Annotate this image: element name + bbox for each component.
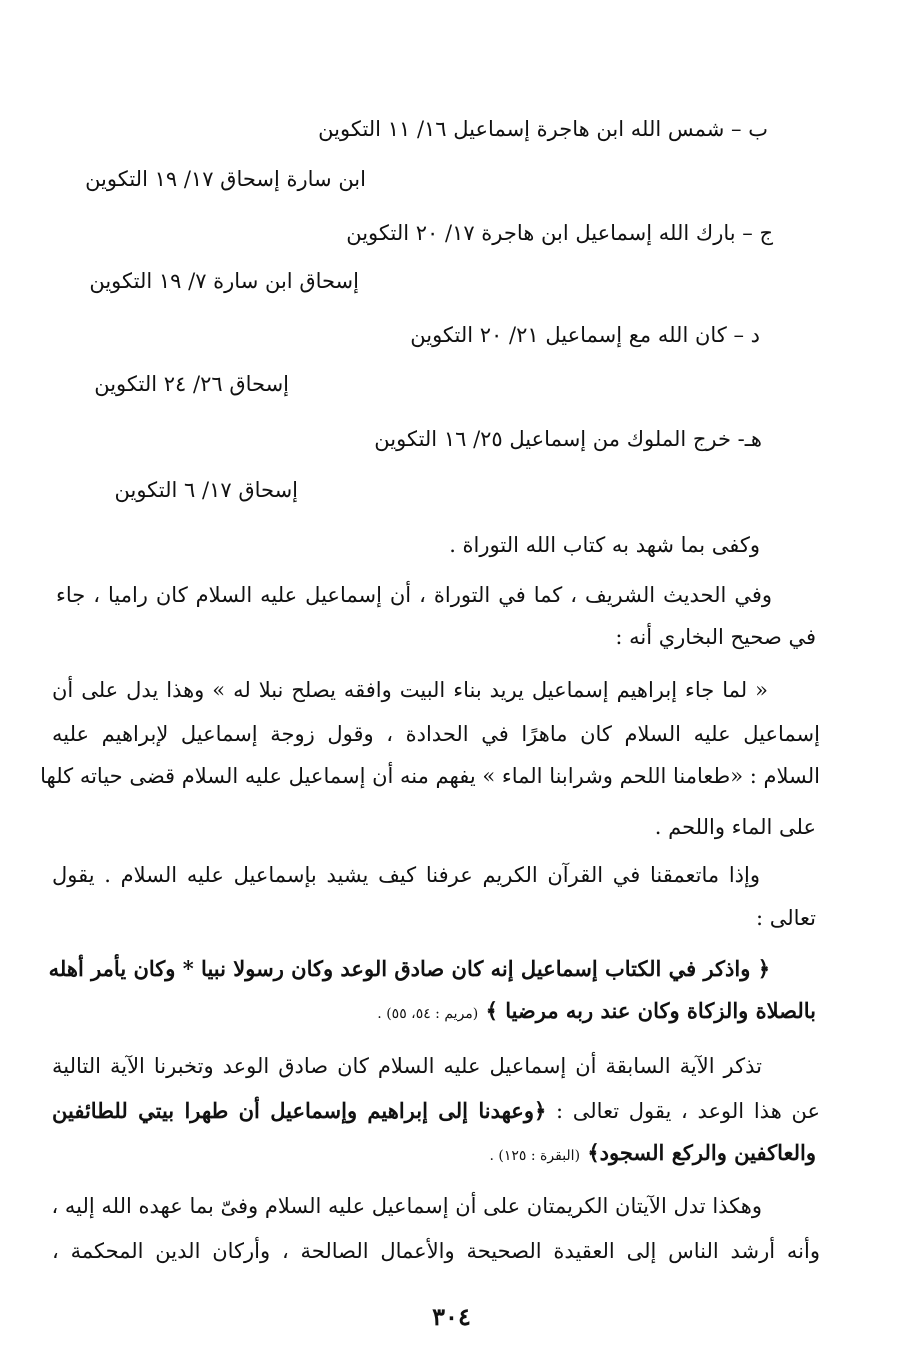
verse-baqarah-reference: (البقرة : ١٢٥) . [489, 1148, 581, 1164]
paragraph-verse-explanation-line-1: تذكر الآية السابقة أن إسماعيل عليه السلام كان صادق الوعد وتخبرنا الآية التالية [52, 1054, 762, 1078]
paragraph-conclusion-line-2: وأنه أرشد الناس إلى العقيدة الصحيحة والأعمال الصالحة ، وأركان الدين المحكمة ، [52, 1239, 820, 1263]
paragraph-quran-line-2: تعالى : [755, 906, 816, 930]
verse-maryam-text: بالصلاة والزكاة وكان عند ربه مرضيا ﴾ [485, 998, 816, 1023]
paragraph-quran-line-1: وإذا ماتعمقنا في القرآن الكريم عرفنا كيف يشيد بإسماعيل عليه السلام . يقول [52, 863, 760, 887]
paragraph-torah-witness: وكفى بما شهد به كتاب الله التوراة . [449, 533, 760, 557]
list-item-h-isaac: إسحاق ١٧/ ٦ التكوين [114, 478, 298, 502]
verse-maryam-reference: (مريم : ٥٤، ٥٥) . [377, 1006, 479, 1022]
verse-maryam-line-1: ﴿ واذكر في الكتاب إسماعيل إنه كان صادق الوعد وكان رسولا نبيا * وكان يأمر أهله [48, 956, 770, 981]
paragraph-verse-explanation-line-3 [490, 1138, 817, 1171]
verse-baqarah-intro: عن هذا الوعد ، يقول تعالى : [555, 1099, 820, 1123]
paragraph-verse-explanation-line-2 [52, 1096, 820, 1126]
paragraph-conclusion-line-1: وهكذا تدل الآيتان الكريمتان على أن إسماعيل عليه السلام وفىّ بما عهده الله إليه ، [51, 1194, 762, 1218]
list-item-b-isaac: ابن سارة إسحاق ١٧/ ١٩ التكوين [85, 167, 366, 191]
list-item-d-ishmael: د – كان الله مع إسماعيل ٢١/ ٢٠ التكوين [410, 323, 760, 347]
paragraph-hadith-line-1: وفي الحديث الشريف ، كما في التوراة ، أن إسماعيل عليه السلام كان راميا ، جاء [56, 583, 772, 607]
quote-bukhari-line-1: « لما جاء إبراهيم إسماعيل يريد بناء البيت وافقه يصلح نبلا له » وهذا يدل على أن [52, 678, 768, 702]
list-item-j-isaac: إسحاق ابن سارة ٧/ ١٩ التكوين [89, 269, 359, 293]
list-item-b-ishmael: ب – شمس الله ابن هاجرة إسماعيل ١٦/ ١١ التكوين [318, 117, 768, 141]
paragraph-hadith-line-2: في صحيح البخاري أنه : [615, 625, 816, 649]
verse-maryam-line-2 [377, 996, 816, 1029]
verse-baqarah-text-1: ﴿وعهدنا إلى إبراهيم وإسماعيل أن طهرا بيتي للطائفين [52, 1098, 547, 1123]
verse-baqarah-text-2: والعاكفين والركع السجود﴾ [587, 1140, 816, 1165]
quote-bukhari-line-3: السلام : «طعامنا اللحم وشرابنا الماء » يفهم منه أن إسماعيل عليه السلام قضى حياته كلها [40, 764, 820, 788]
list-item-d-isaac: إسحاق ٢٦/ ٢٤ التكوين [94, 372, 289, 396]
list-item-h-ishmael: هـ- خرج الملوك من إسماعيل ٢٥/ ١٦ التكوين [374, 427, 762, 451]
quote-bukhari-line-4: على الماء واللحم . [654, 815, 816, 839]
quote-bukhari-line-2: إسماعيل عليه السلام كان ماهرًا في الحدادة ، وقول زوجة إسماعيل لإبراهيم عليه [52, 722, 820, 746]
list-item-j-ishmael: ج – بارك الله إسماعيل ابن هاجرة ١٧/ ٢٠ التكوين [346, 221, 773, 245]
page-number: ٣٠٤ [432, 1302, 471, 1331]
